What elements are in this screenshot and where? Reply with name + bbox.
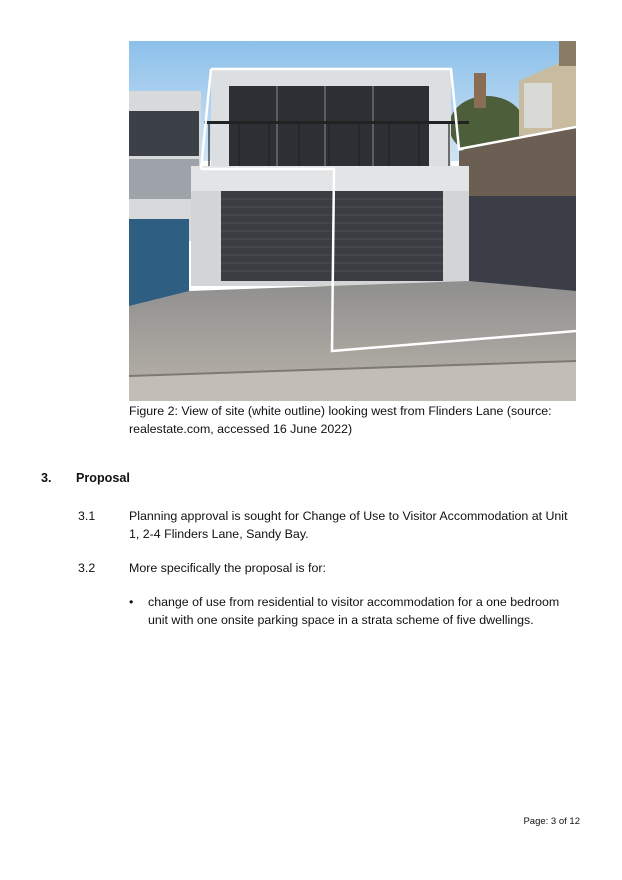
bullet-marker: •	[129, 595, 134, 609]
paragraph-text: Planning approval is sought for Change of Use to Visitor Accommodation at Unit 1, 2-4 Flinders Lane, Sandy Bay.	[129, 509, 568, 541]
bullet-text: change of use from residential to visitor accommodation for a one bedroom unit with one onsite parking space in a strata scheme of five dwellings.	[148, 595, 560, 627]
paragraph-text: More specifically the proposal is for:	[129, 561, 326, 575]
page-number: Page: 3 of 12	[523, 816, 580, 827]
site-photo	[129, 41, 576, 401]
figure-caption: Figure 2: View of site (white outline) looking west from Flinders Lane (source: realestate.com, accessed 16 June 2022)	[129, 404, 552, 436]
section-title: Proposal	[76, 471, 130, 485]
section-number: 3.	[41, 471, 52, 485]
paragraph-number: 3.2	[78, 561, 96, 575]
paragraph-number: 3.1	[78, 509, 96, 523]
